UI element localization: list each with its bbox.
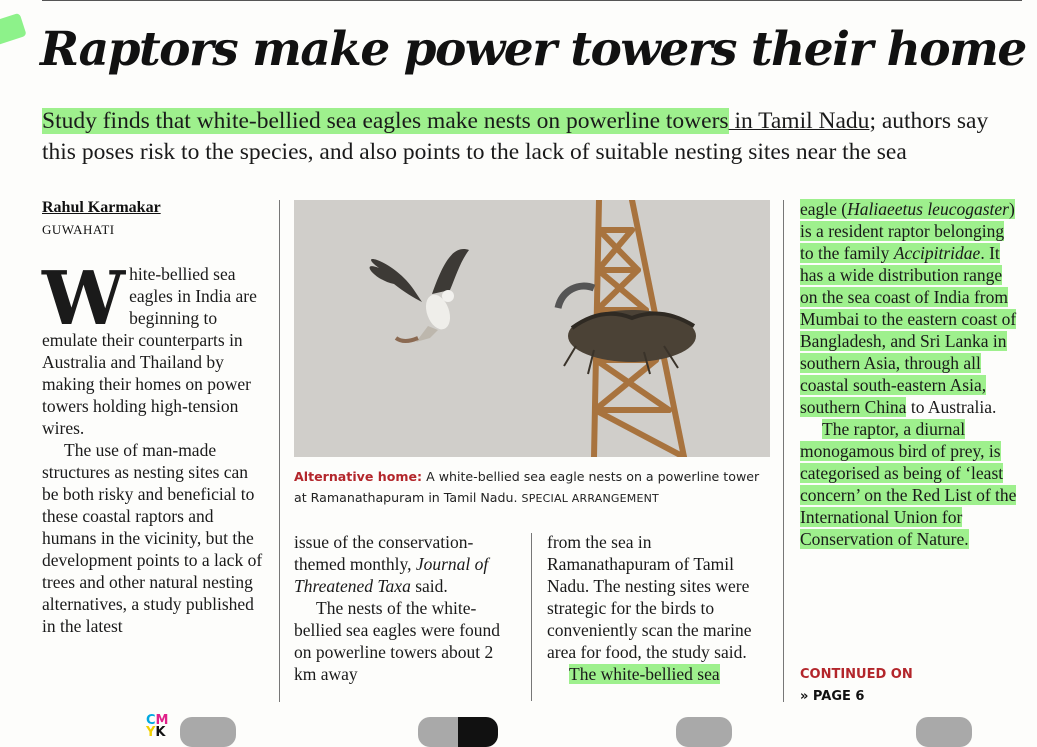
column-rule <box>279 200 280 702</box>
text-span: ) is a resident raptor belonging to the family <box>800 199 1015 263</box>
paragraph: The use of man-made structures as nesting sites can be both risky and beneficial to these coastal raptors and humans in the vicinity, but the development points to a lack of trees and other natural nesting alternatives, a study published in the latest <box>42 440 263 636</box>
text-span: to Australia. <box>906 397 997 417</box>
column-rule <box>531 533 532 701</box>
page-reference: » PAGE 6 <box>800 689 865 704</box>
headline: Raptors make power towers their home <box>40 22 1026 77</box>
highlighted-text: The raptor, a diurnal monogamous bird of prey, is categorised as being of ‘least concern’ on the Red List of the International Union for Conservation of Nature. <box>800 419 1017 549</box>
drop-cap: W <box>42 256 122 342</box>
photo-caption <box>294 466 770 509</box>
text-span: issue of the conservation-themed monthly, <box>294 532 474 574</box>
paragraph <box>800 418 1022 550</box>
deck-highlighted: Study finds that white-bellied sea eagles make nests on powerline towers <box>42 108 729 134</box>
lead-text: hite-bellied sea eagles in India are beginning to emulate their counterparts in Australia and Thailand by making their homes on power towers holding high-tension wires. <box>42 264 257 438</box>
scientific-name: Haliaeetus leucogaster <box>847 199 1009 219</box>
photo-credit: SPECIAL ARRANGEMENT <box>521 492 659 505</box>
text-span: eagle ( <box>800 199 848 219</box>
column-2 <box>294 531 516 685</box>
highlighted-text <box>800 199 1016 417</box>
column-4 <box>800 198 1022 550</box>
registration-mark <box>676 717 732 747</box>
caption-text: A white-bellied sea eagle nests on a powerline tower at Ramanathapuram in Tamil Nadu. <box>294 469 760 505</box>
paragraph: The nests of the white-bellied sea eagles were found on powerline towers about 2 km away <box>294 598 501 684</box>
paragraph <box>294 531 516 597</box>
continued-on: CONTINUED ON <box>800 667 913 682</box>
caption-lead: Alternative home: <box>294 469 423 484</box>
text-span: . It has a wide distribution range on the sea coast of India from Mumbai to the eastern coast of Bangladesh, and Sri Lanka in southern Asia, through all coastal south-eastern Asia, southern China <box>800 243 1017 417</box>
registration-mark <box>418 717 498 747</box>
deck-underlined: in Tamil Nadu <box>728 108 870 134</box>
deck-rest: ; authors say this poses risk to the species, and also points to the lack of suitable nesting sites near the sea <box>42 108 989 165</box>
paragraph: from the sea in Ramanathapuram of Tamil Nadu. The nesting sites were strategic for the birds to conveniently scan the marine area for food, the study said. <box>547 532 752 662</box>
column-1 <box>42 256 264 637</box>
registration-mark <box>916 717 972 747</box>
eagle-tower-photo <box>294 200 770 457</box>
deck <box>42 106 1017 168</box>
dateline: GUWAHATI <box>42 222 115 237</box>
byline: Rahul Karmakar <box>42 199 161 216</box>
cmyk-k: K <box>155 725 166 740</box>
column-3 <box>547 531 773 685</box>
news-photo <box>294 200 770 457</box>
cmyk-y: Y <box>146 725 156 740</box>
top-rule <box>42 0 1022 1</box>
cmyk-c: C <box>146 713 156 728</box>
paragraph <box>547 663 773 685</box>
lead-paragraph <box>42 256 264 439</box>
highlighted-text: The white-bellied sea <box>569 664 720 684</box>
registration-mark <box>180 717 236 747</box>
text-span: said. <box>410 576 448 596</box>
cmyk-mark <box>146 715 168 739</box>
family-name: Accipitridae <box>893 243 981 263</box>
highlight-mark <box>0 13 27 48</box>
paragraph <box>800 198 1022 418</box>
column-rule <box>783 200 784 702</box>
journal-title: Journal of Threatened Taxa <box>294 554 489 596</box>
cmyk-m: M <box>155 713 169 728</box>
